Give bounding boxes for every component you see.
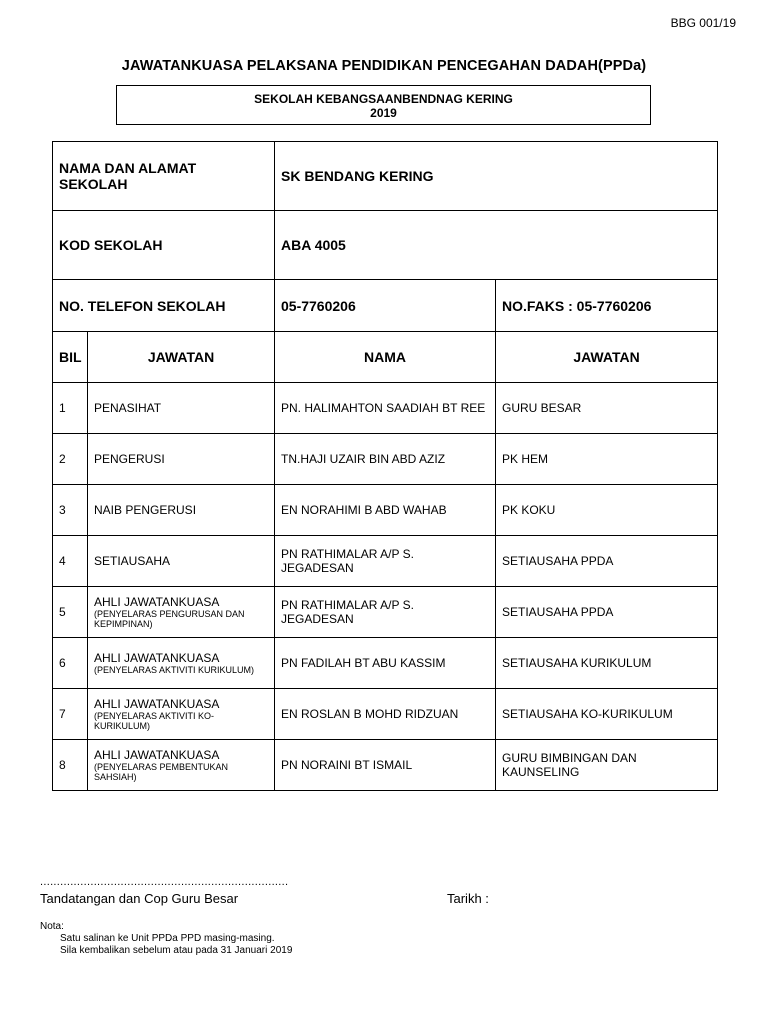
row-jawatan-2: GURU BIMBINGAN DAN KAUNSELING xyxy=(496,740,718,791)
school-fax: NO.FAKS : 05-7760206 xyxy=(496,280,718,332)
row-jawatan-title: AHLI JAWATANKUASA xyxy=(94,697,220,711)
table-row xyxy=(53,638,718,689)
row-nama: EN ROSLAN B MOHD RIDZUAN xyxy=(275,689,496,740)
row-bil: 1 xyxy=(53,383,88,434)
row-nama: TN.HAJI UZAIR BIN ABD AZIZ xyxy=(275,434,496,485)
row-bil: 7 xyxy=(53,689,88,740)
row-jawatan-title: AHLI JAWATANKUASA xyxy=(94,748,220,762)
row-jawatan-title: AHLI JAWATANKUASA xyxy=(94,595,220,609)
row-jawatan-2: SETIAUSAHA KURIKULUM xyxy=(496,638,718,689)
row-bil: 6 xyxy=(53,638,88,689)
row-nama: EN NORAHIMI B ABD WAHAB xyxy=(275,485,496,536)
row-jawatan-subtitle: (PENYELARAS AKTIVITI KO-KURIKULUM) xyxy=(94,711,215,731)
column-header-row xyxy=(53,332,718,383)
school-code-value: ABA 4005 xyxy=(275,211,718,280)
table-row xyxy=(53,587,718,638)
row-jawatan xyxy=(88,536,275,587)
row-bil: 2 xyxy=(53,434,88,485)
col-header-jawatan-2: JAWATAN xyxy=(496,332,718,383)
row-jawatan xyxy=(88,638,275,689)
row-nama: PN RATHIMALAR A/P S. JEGADESAN xyxy=(275,536,496,587)
row-jawatan-title: NAIB PENGERUSI xyxy=(94,503,197,517)
row-bil: 5 xyxy=(53,587,88,638)
note-heading: Nota: xyxy=(40,921,64,932)
row-jawatan-2: SETIAUSAHA PPDA xyxy=(496,536,718,587)
row-jawatan-2: PK KOKU xyxy=(496,485,718,536)
row-nama: PN NORAINI BT ISMAIL xyxy=(275,740,496,791)
signature-label: Tandatangan dan Cop Guru Besar xyxy=(40,891,239,906)
school-code-label: KOD SEKOLAH xyxy=(53,211,275,280)
row-jawatan-subtitle: (PENYELARAS AKTIVITI KURIKULUM) xyxy=(94,665,255,675)
row-jawatan-2: SETIAUSAHA KO-KURIKULUM xyxy=(496,689,718,740)
row-jawatan xyxy=(88,434,275,485)
row-nama: PN. HALIMAHTON SAADIAH BT REE xyxy=(275,383,496,434)
school-year: 2019 xyxy=(370,106,397,120)
table-row xyxy=(53,740,718,791)
table-row xyxy=(53,434,718,485)
signature-line: .......................................................................... xyxy=(40,876,289,888)
row-jawatan-subtitle: (PENYELARAS PENGURUSAN DAN KEPIMPINAN) xyxy=(94,609,245,629)
row-jawatan xyxy=(88,587,275,638)
school-name-value: SK BENDANG KERING xyxy=(275,142,718,211)
table-row xyxy=(53,485,718,536)
row-nama: PN RATHIMALAR A/P S. JEGADESAN xyxy=(275,587,496,638)
row-jawatan-2: PK HEM xyxy=(496,434,718,485)
row-jawatan xyxy=(88,383,275,434)
school-code-row xyxy=(53,211,718,280)
school-phone-value: 05-7760206 xyxy=(275,280,496,332)
note-section xyxy=(40,921,292,957)
row-nama: PN FADILAH BT ABU KASSIM xyxy=(275,638,496,689)
document-reference: BBG 001/19 xyxy=(670,16,736,30)
committee-table xyxy=(52,141,718,791)
school-box xyxy=(116,85,651,125)
row-bil: 3 xyxy=(53,485,88,536)
row-jawatan-title: SETIAUSAHA xyxy=(94,554,171,568)
school-phone-row xyxy=(53,280,718,332)
row-jawatan xyxy=(88,689,275,740)
col-header-nama: NAMA xyxy=(275,332,496,383)
row-jawatan-title: PENASIHAT xyxy=(94,401,162,415)
row-jawatan-subtitle: (PENYELARAS PEMBENTUKAN SAHSIAH) xyxy=(94,762,229,782)
table-row xyxy=(53,689,718,740)
row-jawatan-title: AHLI JAWATANKUASA xyxy=(94,651,220,665)
table-row xyxy=(53,536,718,587)
school-name-label: NAMA DAN ALAMAT SEKOLAH xyxy=(53,142,275,211)
row-bil: 8 xyxy=(53,740,88,791)
row-jawatan xyxy=(88,740,275,791)
date-label: Tarikh : xyxy=(447,891,489,906)
note-line: Satu salinan ke Unit PPDa PPD masing-masing. xyxy=(60,933,275,944)
row-jawatan-2: SETIAUSAHA PPDA xyxy=(496,587,718,638)
col-header-jawatan: JAWATAN xyxy=(88,332,275,383)
table-row xyxy=(53,383,718,434)
school-name-row xyxy=(53,142,718,211)
note-line: Sila kembalikan sebelum atau pada 31 Januari 2019 xyxy=(60,945,293,956)
row-jawatan-2: GURU BESAR xyxy=(496,383,718,434)
school-name: SEKOLAH KEBANGSAANBENDNAG KERING xyxy=(254,92,513,106)
document-title: JAWATANKUASA PELAKSANA PENDIDIKAN PENCEGAHAN DADAH(PPDa) xyxy=(121,58,647,74)
col-header-bil: BIL xyxy=(53,332,88,383)
row-bil: 4 xyxy=(53,536,88,587)
row-jawatan xyxy=(88,485,275,536)
row-jawatan-title: PENGERUSI xyxy=(94,452,165,466)
school-phone-label: NO. TELEFON SEKOLAH xyxy=(53,280,275,332)
